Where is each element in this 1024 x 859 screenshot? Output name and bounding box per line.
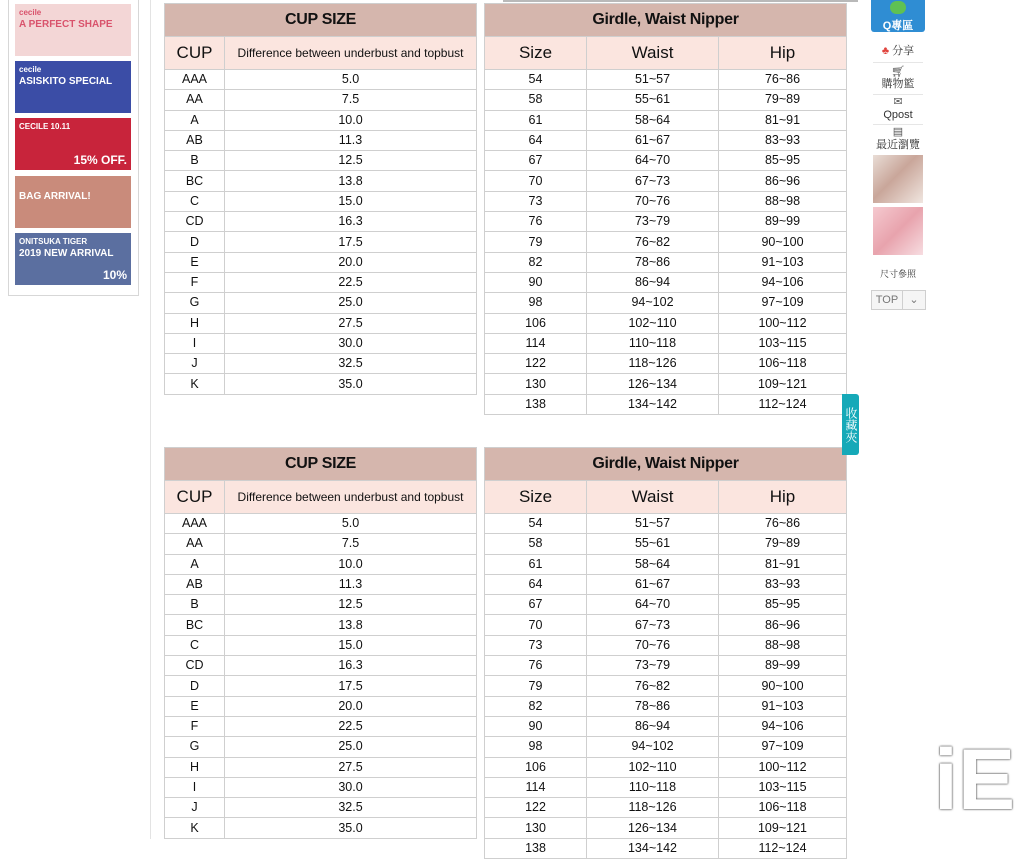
cup-cell: J	[165, 798, 225, 818]
cup-cell: D	[165, 676, 225, 696]
difference-cell: 25.0	[225, 293, 477, 313]
girdle-size-table	[484, 3, 847, 415]
cup-cell: AAA	[165, 70, 225, 90]
table-row	[485, 676, 847, 696]
size-cell: 138	[485, 394, 587, 414]
difference-cell: 16.3	[225, 656, 477, 676]
cup-cell: C	[165, 635, 225, 655]
waist-cell: 67~73	[587, 171, 719, 191]
difference-cell: 30.0	[225, 333, 477, 353]
difference-cell: 7.5	[225, 534, 477, 554]
cup-size-table	[164, 3, 477, 395]
size-cell: 82	[485, 252, 587, 272]
banner-text: BAG ARRIVAL!	[19, 191, 91, 202]
size-cell: 73	[485, 635, 587, 655]
table-row	[485, 798, 847, 818]
history-icon: ▤	[892, 126, 904, 138]
waist-cell: 86~94	[587, 272, 719, 292]
hip-cell: 91~103	[719, 252, 847, 272]
waist-cell: 78~86	[587, 252, 719, 272]
hip-cell: 94~106	[719, 272, 847, 292]
cup-cell: F	[165, 272, 225, 292]
hip-cell: 106~118	[719, 798, 847, 818]
size-cell: 61	[485, 110, 587, 130]
hip-cell: 106~118	[719, 354, 847, 374]
size-cell: 67	[485, 595, 587, 615]
waist-cell: 51~57	[587, 514, 719, 534]
size-cell: 58	[485, 534, 587, 554]
waist-cell: 70~76	[587, 191, 719, 211]
size-cell: 122	[485, 798, 587, 818]
table-row	[165, 252, 477, 272]
difference-column-header: Difference between underbust and topbust	[225, 37, 477, 70]
table-row	[485, 191, 847, 211]
hip-cell: 97~109	[719, 737, 847, 757]
cart-button[interactable]	[871, 66, 925, 90]
right-quick-rail	[871, 0, 925, 306]
size-column-header: Size	[485, 37, 587, 70]
table-row	[165, 798, 477, 818]
table-row	[165, 354, 477, 374]
cup-cell: E	[165, 252, 225, 272]
banner-text: CECILE 10.11	[19, 122, 71, 131]
difference-cell: 11.3	[225, 574, 477, 594]
difference-cell: 35.0	[225, 818, 477, 838]
size-reference-label: 尺寸參照	[879, 269, 916, 279]
cup-column-header: CUP	[165, 481, 225, 514]
table-row	[485, 110, 847, 130]
table-row	[165, 676, 477, 696]
difference-cell: 32.5	[225, 798, 477, 818]
waist-cell: 126~134	[587, 374, 719, 394]
recent-product-thumbnail[interactable]	[873, 155, 923, 203]
waist-cell: 64~70	[587, 595, 719, 615]
banner-text: 10%	[102, 268, 127, 282]
difference-cell: 11.3	[225, 130, 477, 150]
mail-icon: ✉	[893, 96, 903, 108]
recent-view-button[interactable]	[871, 126, 925, 152]
ad-banner[interactable]	[15, 176, 131, 228]
waist-cell: 134~142	[587, 838, 719, 858]
banner-text: cecile	[19, 65, 42, 74]
cup-cell: K	[165, 374, 225, 394]
banner-text: cecile	[19, 8, 42, 17]
hip-cell: 103~115	[719, 333, 847, 353]
cup-cell: H	[165, 757, 225, 777]
size-cell: 70	[485, 615, 587, 635]
table-row	[485, 252, 847, 272]
cup-cell: G	[165, 737, 225, 757]
difference-cell: 22.5	[225, 716, 477, 736]
difference-cell: 13.8	[225, 615, 477, 635]
ad-banner[interactable]	[15, 233, 131, 285]
cup-cell: I	[165, 333, 225, 353]
waist-column-header: Waist	[587, 37, 719, 70]
table-row	[165, 635, 477, 655]
table-row	[165, 272, 477, 292]
table-row	[485, 354, 847, 374]
table-row	[485, 313, 847, 333]
waist-cell: 126~134	[587, 818, 719, 838]
hip-cell: 88~98	[719, 191, 847, 211]
size-cell: 67	[485, 151, 587, 171]
difference-cell: 12.5	[225, 151, 477, 171]
top-border-line	[503, 0, 858, 2]
waist-cell: 61~67	[587, 574, 719, 594]
cup-cell: E	[165, 696, 225, 716]
difference-cell: 22.5	[225, 272, 477, 292]
hip-cell: 97~109	[719, 293, 847, 313]
cup-size-table	[164, 447, 477, 839]
hip-cell: 86~96	[719, 615, 847, 635]
banner-text: 15% OFF.	[73, 153, 127, 167]
table-row	[165, 574, 477, 594]
cup-cell: I	[165, 777, 225, 797]
table-row	[485, 374, 847, 394]
waist-cell: 51~57	[587, 70, 719, 90]
table-row	[165, 313, 477, 333]
size-cell: 106	[485, 757, 587, 777]
cup-cell: K	[165, 818, 225, 838]
hip-cell: 79~89	[719, 90, 847, 110]
share-button[interactable]	[871, 42, 925, 58]
size-cell: 106	[485, 313, 587, 333]
size-cell: 90	[485, 716, 587, 736]
hip-cell: 86~96	[719, 171, 847, 191]
size-cell: 79	[485, 232, 587, 252]
waist-cell: 86~94	[587, 716, 719, 736]
table-row	[165, 534, 477, 554]
table-row	[485, 737, 847, 757]
table-row	[485, 656, 847, 676]
table-row	[485, 757, 847, 777]
banner-text: ASISKITO SPECIAL	[19, 76, 113, 87]
cup-size-title: CUP SIZE	[165, 448, 477, 481]
size-cell: 64	[485, 130, 587, 150]
hip-cell: 76~86	[719, 70, 847, 90]
size-cell: 90	[485, 272, 587, 292]
size-cell: 79	[485, 676, 587, 696]
table-row	[165, 293, 477, 313]
ad-banner[interactable]	[15, 61, 131, 113]
hip-cell: 76~86	[719, 514, 847, 534]
size-cell: 76	[485, 212, 587, 232]
size-cell: 98	[485, 737, 587, 757]
size-cell: 114	[485, 777, 587, 797]
cup-cell: A	[165, 554, 225, 574]
banner-text: A PERFECT SHAPE	[19, 19, 113, 30]
table-row	[165, 615, 477, 635]
cup-cell: F	[165, 716, 225, 736]
size-cell: 70	[485, 171, 587, 191]
hip-column-header: Hip	[719, 481, 847, 514]
banner-text: ONITSUKA TIGER	[19, 237, 88, 246]
difference-cell: 17.5	[225, 676, 477, 696]
table-row	[165, 737, 477, 757]
cup-cell: BC	[165, 171, 225, 191]
hip-cell: 112~124	[719, 838, 847, 858]
qpost-button[interactable]	[871, 96, 925, 122]
size-cell: 58	[485, 90, 587, 110]
table-row	[165, 70, 477, 90]
q-zone-label: Q專區	[882, 20, 914, 32]
difference-cell: 20.0	[225, 696, 477, 716]
cup-cell: G	[165, 293, 225, 313]
waist-cell: 58~64	[587, 110, 719, 130]
table-row	[485, 716, 847, 736]
hip-cell: 81~91	[719, 554, 847, 574]
size-column-header: Size	[485, 481, 587, 514]
difference-cell: 5.0	[225, 70, 477, 90]
difference-cell: 20.0	[225, 252, 477, 272]
cup-cell: J	[165, 354, 225, 374]
difference-cell: 16.3	[225, 212, 477, 232]
chevron-down-icon[interactable]: ⌄	[902, 290, 926, 310]
cup-cell: A	[165, 110, 225, 130]
hip-cell: 89~99	[719, 656, 847, 676]
q-zone-button[interactable]	[871, 0, 925, 32]
table-row	[485, 696, 847, 716]
size-cell: 130	[485, 818, 587, 838]
cup-cell: AAA	[165, 514, 225, 534]
table-row	[165, 716, 477, 736]
table-row	[485, 333, 847, 353]
table-row	[165, 90, 477, 110]
scroll-top-button[interactable]: TOP	[871, 290, 903, 310]
table-row	[165, 514, 477, 534]
table-row	[485, 232, 847, 252]
size-cell: 98	[485, 293, 587, 313]
difference-cell: 12.5	[225, 595, 477, 615]
cup-cell: AA	[165, 534, 225, 554]
table-row	[165, 212, 477, 232]
table-row	[485, 151, 847, 171]
cup-cell: D	[165, 232, 225, 252]
table-row	[165, 171, 477, 191]
table-row	[485, 293, 847, 313]
waist-cell: 67~73	[587, 615, 719, 635]
difference-cell: 30.0	[225, 777, 477, 797]
difference-cell: 32.5	[225, 354, 477, 374]
table-row	[485, 171, 847, 191]
difference-cell: 27.5	[225, 757, 477, 777]
difference-cell: 15.0	[225, 635, 477, 655]
cup-cell: C	[165, 191, 225, 211]
table-row	[165, 191, 477, 211]
waist-cell: 58~64	[587, 554, 719, 574]
waist-cell: 94~102	[587, 737, 719, 757]
cup-cell: H	[165, 313, 225, 333]
hip-cell: 81~91	[719, 110, 847, 130]
waist-cell: 118~126	[587, 354, 719, 374]
cup-cell: B	[165, 151, 225, 171]
cup-cell: AB	[165, 574, 225, 594]
qpost-label: Qpost	[883, 109, 913, 121]
girdle-title: Girdle, Waist Nipper	[485, 4, 847, 37]
share-label: 分享	[892, 45, 915, 57]
left-ad-sidebar	[8, 0, 139, 296]
table-row	[485, 534, 847, 554]
difference-cell: 13.8	[225, 171, 477, 191]
size-cell: 54	[485, 514, 587, 534]
table-row	[485, 635, 847, 655]
waist-cell: 102~110	[587, 757, 719, 777]
table-row	[485, 777, 847, 797]
waist-cell: 94~102	[587, 293, 719, 313]
hip-cell: 90~100	[719, 232, 847, 252]
table-row	[165, 151, 477, 171]
difference-cell: 25.0	[225, 737, 477, 757]
cart-label: 購物籃	[881, 78, 915, 90]
size-cell: 61	[485, 554, 587, 574]
hip-cell: 89~99	[719, 212, 847, 232]
cup-size-title: CUP SIZE	[165, 4, 477, 37]
hip-cell: 100~112	[719, 757, 847, 777]
size-cell: 122	[485, 354, 587, 374]
table-row	[165, 110, 477, 130]
girdle-size-table	[484, 447, 847, 859]
waist-cell: 55~61	[587, 90, 719, 110]
table-row	[485, 615, 847, 635]
waist-cell: 55~61	[587, 534, 719, 554]
hip-cell: 90~100	[719, 676, 847, 696]
hip-cell: 79~89	[719, 534, 847, 554]
hip-column-header: Hip	[719, 37, 847, 70]
size-cell: 73	[485, 191, 587, 211]
waist-cell: 102~110	[587, 313, 719, 333]
table-row	[165, 656, 477, 676]
hip-cell: 109~121	[719, 818, 847, 838]
hip-cell: 83~93	[719, 130, 847, 150]
difference-cell: 5.0	[225, 514, 477, 534]
table-row	[165, 818, 477, 838]
chat-bubble-icon	[890, 1, 906, 14]
hip-cell: 94~106	[719, 716, 847, 736]
table-row	[165, 554, 477, 574]
watermark-logo: iE	[934, 732, 1016, 828]
table-row	[485, 70, 847, 90]
waist-column-header: Waist	[587, 481, 719, 514]
hip-cell: 100~112	[719, 313, 847, 333]
table-row	[485, 574, 847, 594]
table-row	[165, 232, 477, 252]
difference-cell: 10.0	[225, 110, 477, 130]
difference-cell: 27.5	[225, 313, 477, 333]
waist-cell: 118~126	[587, 798, 719, 818]
waist-cell: 64~70	[587, 151, 719, 171]
hip-cell: 103~115	[719, 777, 847, 797]
table-row	[485, 595, 847, 615]
favorites-tab[interactable]: 收藏夾	[842, 394, 859, 455]
cup-cell: AB	[165, 130, 225, 150]
table-row	[485, 130, 847, 150]
hip-cell: 109~121	[719, 374, 847, 394]
cup-column-header: CUP	[165, 37, 225, 70]
table-row	[165, 130, 477, 150]
difference-cell: 35.0	[225, 374, 477, 394]
recent-product-thumbnail[interactable]	[873, 207, 923, 255]
table-row	[485, 554, 847, 574]
table-row	[165, 696, 477, 716]
waist-cell: 78~86	[587, 696, 719, 716]
table-row	[485, 514, 847, 534]
rail-divider	[873, 124, 923, 125]
cup-cell: AA	[165, 90, 225, 110]
size-cell: 54	[485, 70, 587, 90]
hip-cell: 91~103	[719, 696, 847, 716]
size-cell: 82	[485, 696, 587, 716]
cup-cell: BC	[165, 615, 225, 635]
hip-cell: 83~93	[719, 574, 847, 594]
banner-text: 2019 NEW ARRIVAL	[19, 248, 114, 259]
waist-cell: 110~118	[587, 777, 719, 797]
table-row	[165, 333, 477, 353]
rail-divider	[873, 94, 923, 95]
content-divider	[150, 0, 151, 839]
waist-cell: 134~142	[587, 394, 719, 414]
table-row	[165, 374, 477, 394]
cup-cell: B	[165, 595, 225, 615]
cart-icon: 🛒︎	[891, 66, 905, 78]
ad-banner[interactable]	[15, 118, 131, 170]
waist-cell: 73~79	[587, 656, 719, 676]
waist-cell: 61~67	[587, 130, 719, 150]
table-row	[165, 595, 477, 615]
difference-cell: 17.5	[225, 232, 477, 252]
size-cell: 130	[485, 374, 587, 394]
waist-cell: 76~82	[587, 232, 719, 252]
table-row	[485, 212, 847, 232]
size-cell: 114	[485, 333, 587, 353]
recent-label: 最近瀏覽	[876, 139, 920, 151]
cup-cell: CD	[165, 212, 225, 232]
table-row	[485, 272, 847, 292]
size-cell: 138	[485, 838, 587, 858]
girdle-title: Girdle, Waist Nipper	[485, 448, 847, 481]
difference-cell: 10.0	[225, 554, 477, 574]
table-row	[485, 818, 847, 838]
share-icon: ♣	[881, 45, 890, 57]
hip-cell: 85~95	[719, 151, 847, 171]
hip-cell: 85~95	[719, 595, 847, 615]
difference-column-header: Difference between underbust and topbust	[225, 481, 477, 514]
waist-cell: 110~118	[587, 333, 719, 353]
hip-cell: 88~98	[719, 635, 847, 655]
table-row	[485, 394, 847, 414]
waist-cell: 73~79	[587, 212, 719, 232]
waist-cell: 70~76	[587, 635, 719, 655]
ad-banner[interactable]	[15, 4, 131, 56]
table-row	[485, 838, 847, 858]
difference-cell: 7.5	[225, 90, 477, 110]
hip-cell: 112~124	[719, 394, 847, 414]
table-row	[165, 777, 477, 797]
size-cell: 64	[485, 574, 587, 594]
rail-divider	[873, 62, 923, 63]
cup-cell: CD	[165, 656, 225, 676]
table-row	[485, 90, 847, 110]
size-cell: 76	[485, 656, 587, 676]
waist-cell: 76~82	[587, 676, 719, 696]
table-row	[165, 757, 477, 777]
difference-cell: 15.0	[225, 191, 477, 211]
